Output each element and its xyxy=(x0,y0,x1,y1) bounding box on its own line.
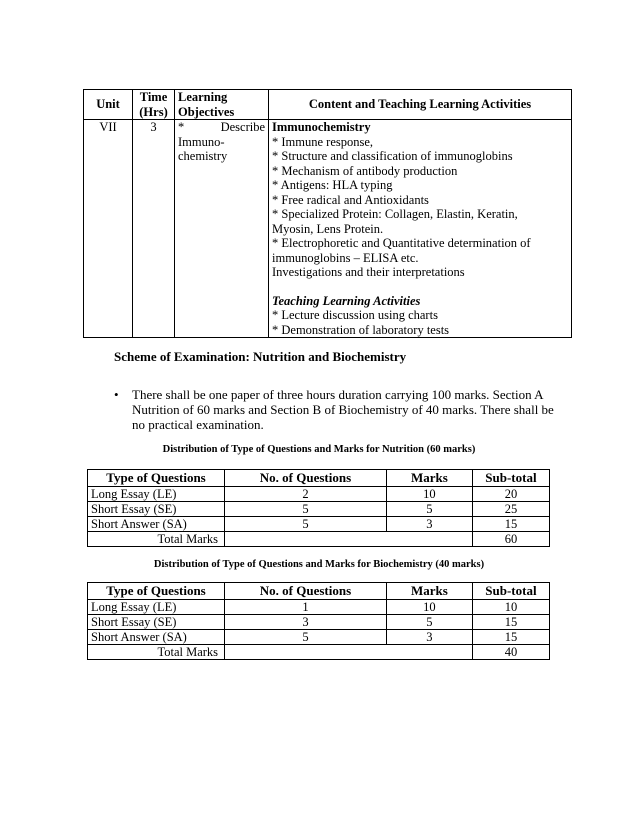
objective-line3: chemistry xyxy=(178,149,228,163)
type-cell: Short Answer (SA) xyxy=(88,517,225,532)
time-header-line2: (Hrs) xyxy=(139,104,168,119)
total-row xyxy=(88,645,550,660)
subtotal-cell: 25 xyxy=(472,502,549,517)
objective-word1: Describe xyxy=(220,120,265,134)
bullet-line: no practical examination. xyxy=(132,417,264,432)
content-line: Myosin, Lens Protein. xyxy=(272,221,384,236)
unit-table xyxy=(83,89,572,338)
unit-cell: VII xyxy=(84,120,133,338)
scheme-bullet xyxy=(114,387,554,432)
objective-line1 xyxy=(178,120,265,135)
bullet-symbol: • xyxy=(114,387,119,402)
total-empty-cell xyxy=(225,645,473,660)
col-marks-header: Marks xyxy=(386,583,472,600)
col-count-header: No. of Questions xyxy=(225,470,387,487)
marks-cell: 5 xyxy=(386,615,472,630)
nutrition-header-row xyxy=(88,470,550,487)
content-line: * Antigens: HLA typing xyxy=(272,178,393,192)
content-line: * Free radical and Antioxidants xyxy=(272,192,429,207)
content-header: Content and Teaching Learning Activities xyxy=(269,90,572,120)
type-cell: Long Essay (LE) xyxy=(88,600,225,615)
total-label: Total Marks xyxy=(88,532,225,547)
marks-cell: 3 xyxy=(386,630,472,645)
nutrition-table xyxy=(87,469,550,547)
table-row xyxy=(88,517,550,532)
table-row xyxy=(88,487,550,502)
type-cell: Short Essay (SE) xyxy=(88,502,225,517)
col-type-header: Type of Questions xyxy=(88,583,225,600)
marks-cell: 5 xyxy=(386,502,472,517)
scheme-heading: Scheme of Examination: Nutrition and Biochemistry xyxy=(114,349,407,364)
objectives-header xyxy=(175,90,269,120)
marks-cell: 3 xyxy=(386,517,472,532)
unit-header: Unit xyxy=(84,90,133,120)
biochemistry-header-row xyxy=(88,583,550,600)
total-label: Total Marks xyxy=(88,645,225,660)
marks-cell: 10 xyxy=(386,487,472,502)
bullet-line: Nutrition of 60 marks and Section B of Biochemistry of 40 marks. There shall be xyxy=(132,402,554,417)
content-title: Immunochemistry xyxy=(272,120,371,134)
table-row xyxy=(88,600,550,615)
content-line: Investigations and their interpretations xyxy=(272,265,465,279)
time-cell: 3 xyxy=(133,120,175,338)
unit-row xyxy=(84,120,572,338)
col-marks-header: Marks xyxy=(386,470,472,487)
col-subtotal-header: Sub-total xyxy=(472,583,549,600)
table-row xyxy=(88,615,550,630)
content-line: * Electrophoretic and Quantitative determination of xyxy=(272,236,531,250)
table-row xyxy=(88,502,550,517)
content-line: * Mechanism of antibody production xyxy=(272,163,458,178)
content-cell xyxy=(269,120,572,338)
content-line: * Specialized Protein: Collagen, Elastin, Keratin, xyxy=(272,207,518,221)
biochemistry-table xyxy=(87,582,550,660)
type-cell: Short Essay (SE) xyxy=(88,615,225,630)
time-header xyxy=(133,90,175,120)
col-count-header: No. of Questions xyxy=(225,583,387,600)
count-cell: 5 xyxy=(225,630,387,645)
subtotal-cell: 15 xyxy=(472,630,549,645)
count-cell: 5 xyxy=(225,502,387,517)
subtotal-cell: 15 xyxy=(472,517,549,532)
objectives-header-line2: Objectives xyxy=(178,104,235,119)
biochemistry-heading: Distribution of Type of Questions and Marks for Biochemistry (40 marks) xyxy=(153,559,485,570)
type-cell: Long Essay (LE) xyxy=(88,487,225,502)
content-line: immunoglobins – ELISA etc. xyxy=(272,250,419,265)
col-subtotal-header: Sub-total xyxy=(472,470,549,487)
unit-table-header xyxy=(84,90,572,120)
tla-heading: Teaching Learning Activities xyxy=(272,293,421,308)
subtotal-cell: 10 xyxy=(472,600,549,615)
count-cell: 5 xyxy=(225,517,387,532)
subtotal-cell: 20 xyxy=(472,487,549,502)
nutrition-heading: Distribution of Type of Questions and Marks for Nutrition (60 marks) xyxy=(162,444,476,455)
objective-star: * xyxy=(178,120,185,134)
count-cell: 1 xyxy=(225,600,387,615)
total-row xyxy=(88,532,550,547)
table-row xyxy=(88,630,550,645)
total-value: 60 xyxy=(472,532,549,547)
content-line: * Immune response, xyxy=(272,134,374,149)
count-cell: 3 xyxy=(225,615,387,630)
subtotal-cell: 15 xyxy=(472,615,549,630)
tla-line: * Lecture discussion using charts xyxy=(272,308,438,322)
total-empty-cell xyxy=(225,532,473,547)
tla-line: * Demonstration of laboratory tests xyxy=(272,322,450,337)
bullet-text xyxy=(132,387,554,432)
objectives-cell xyxy=(175,120,269,338)
objectives-header-line1: Learning xyxy=(178,90,228,104)
marks-cell: 10 xyxy=(386,600,472,615)
time-header-line1: Time xyxy=(139,90,168,104)
col-type-header: Type of Questions xyxy=(88,470,225,487)
count-cell: 2 xyxy=(225,487,387,502)
bullet-line: There shall be one paper of three hours duration carrying 100 marks. Section A xyxy=(132,387,544,402)
type-cell: Short Answer (SA) xyxy=(88,630,225,645)
content-line: * Structure and classification of immunoglobins xyxy=(272,149,513,163)
total-value: 40 xyxy=(472,645,549,660)
objective-line2: Immuno- xyxy=(178,134,225,149)
